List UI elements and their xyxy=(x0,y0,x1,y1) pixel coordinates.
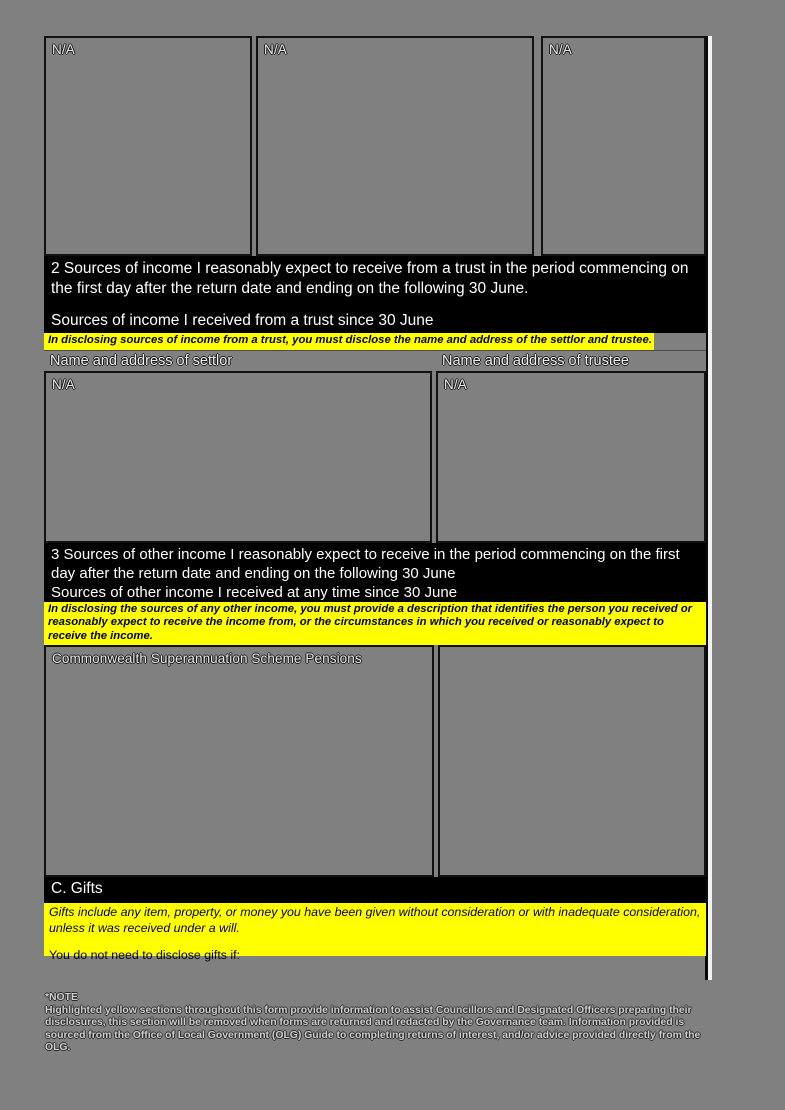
section-trust-answer-row xyxy=(44,371,706,543)
footnote-body: Highlighted yellow sections throughout this form provide information to assist Councillors and Designated Officers preparing their disclosures, this section will be removed when forms are returned and redacted by the Governance team. Information provided is sourced from the Office of Local Government (OLG) Guide to completing returns of interest, and/or advice provided directly from the OLG. xyxy=(45,1004,701,1054)
section-gifts-note-line2: You do not need to disclose gifts if: xyxy=(49,947,241,962)
top-answer-row xyxy=(44,36,706,256)
note-spacer xyxy=(49,936,701,948)
section-trust-note: In disclosing sources of income from a trust, you must disclose the name and address of the settlor and trustee. xyxy=(44,333,654,350)
answer-box-top-2[interactable]: N/A xyxy=(256,36,534,256)
section-other-income-heading-line1: 3 Sources of other income I reasonably expect to receive in the period commencing on the first day after the return date and ending on the following 30 June xyxy=(51,545,680,582)
footnote-title: *NOTE xyxy=(45,992,78,1003)
form-area xyxy=(44,36,706,962)
section-trust-note-strip xyxy=(44,333,706,350)
answer-box-other-income-2[interactable] xyxy=(438,645,706,877)
section-other-income-answer-row xyxy=(44,645,706,877)
section-gifts-note-line1: Gifts include any item, property, or money you have been given without consideration or with inadequate consideration, unless it was received under a will. xyxy=(49,905,701,935)
footnote xyxy=(45,992,710,1055)
heading-spacer xyxy=(51,298,700,311)
answer-box-settlor[interactable]: N/A xyxy=(44,371,432,543)
section-gifts-heading-text: C. Gifts xyxy=(51,880,103,898)
section-trust-heading-line1: 2 Sources of income I reasonably expect to receive from a trust in the period commencing on the first day after the return date and ending on the following 30 June. xyxy=(51,260,689,297)
section-gifts-heading xyxy=(44,877,706,903)
section-gifts-note-panel xyxy=(44,903,706,962)
section-other-income-heading-line2: Sources of other income I received at any time since 30 June xyxy=(51,583,458,601)
answer-box-trustee[interactable]: N/A xyxy=(436,371,706,543)
answer-box-other-income-1[interactable]: Commonwealth Superannuation Scheme Pensions xyxy=(44,645,434,877)
section-trust-column-headers xyxy=(44,350,706,371)
answer-box-top-1[interactable]: N/A xyxy=(44,36,252,256)
column-gap xyxy=(534,36,541,256)
section-trust-heading xyxy=(44,256,706,333)
answer-box-top-3[interactable]: N/A xyxy=(541,36,706,256)
section-trust-heading-line2: Sources of income I received from a trust since 30 June xyxy=(51,312,434,329)
section-other-income-note-panel xyxy=(44,602,706,646)
section-other-income-note: In disclosing the sources of any other income, you must provide a description that identifies the person you received or reasonably expect to receive the income from, or the circumstances in which you received or reasonably expect to receive the income. xyxy=(48,602,693,642)
page-right-rule-highlight xyxy=(708,36,712,980)
column-header-trustee: Name and address of trustee xyxy=(436,350,706,371)
column-header-settlor: Name and address of settlor xyxy=(44,350,436,371)
section-other-income-heading xyxy=(44,543,706,602)
